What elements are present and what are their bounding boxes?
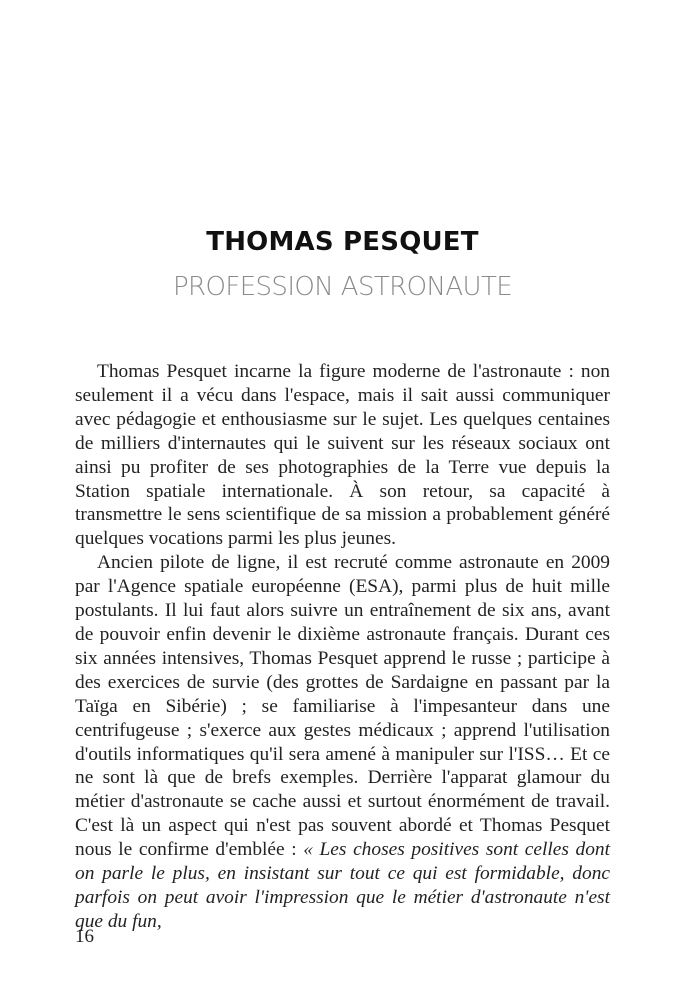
paragraph-2 [75,551,610,934]
paragraph-2-text: Ancien pilote de ligne, il est recruté comme astronaute en 2009 par l'Agence spatiale européenne (ESA), parmi plus de huit mille postulants. Il lui faut alors suivre un entraînement de six ans, avant de pouvoir enfin devenir le dixième astronaute français. Durant ces six années intensives, Thomas Pesquet apprend le russe ; participe à des exercices de survie (des grottes de Sardaigne en passant par la Taïga en Sibérie) ; se familiarise à l'impesanteur dans une centrifugeuse ; s'exerce aux gestes médicaux ; apprend l'utilisation d'outils informatiques qu'il sera amené à manipuler sur l'ISS… Et ce ne sont là que de brefs exemples. Derrière l'apparat glamour du métier d'astronaute se cache aussi et surtout énormément de travail. C'est là un aspect qui n'est pas souvent abordé et Thomas Pesquet nous le confirme d'emblée : [75,552,610,861]
chapter-subtitle: PROFESSION ASTRONAUTE [172,272,513,302]
body-text [75,360,610,934]
paragraph-1-text: Thomas Pesquet incarne la figure moderne de l'astronaute : non seulement il a vécu dans l'espace, mais il sait aussi communiquer avec pédagogie et enthousiasme sur le sujet. Les quelques centaines de milliers d'internautes qui le suivent sur les réseaux sociaux ont ainsi pu profiter de ses photographies de la Terre vue depuis la Station spatiale internationale. À son retour, sa capacité à transmettre le sens scientifique de sa mission a probablement généré quelques vocations parmi les plus jeunes. [75,361,610,550]
quote-text: « Les choses positives sont celles dont on parle le plus, en insistant sur tout ce qui est formidable, donc parfois on peut avoir l'impression que le métier d'astronaute n'est que du fun, [75,839,610,932]
chapter-title: THOMAS PESQUET [206,227,479,257]
page-number: 16 [75,926,94,947]
paragraph-1 [75,360,610,551]
